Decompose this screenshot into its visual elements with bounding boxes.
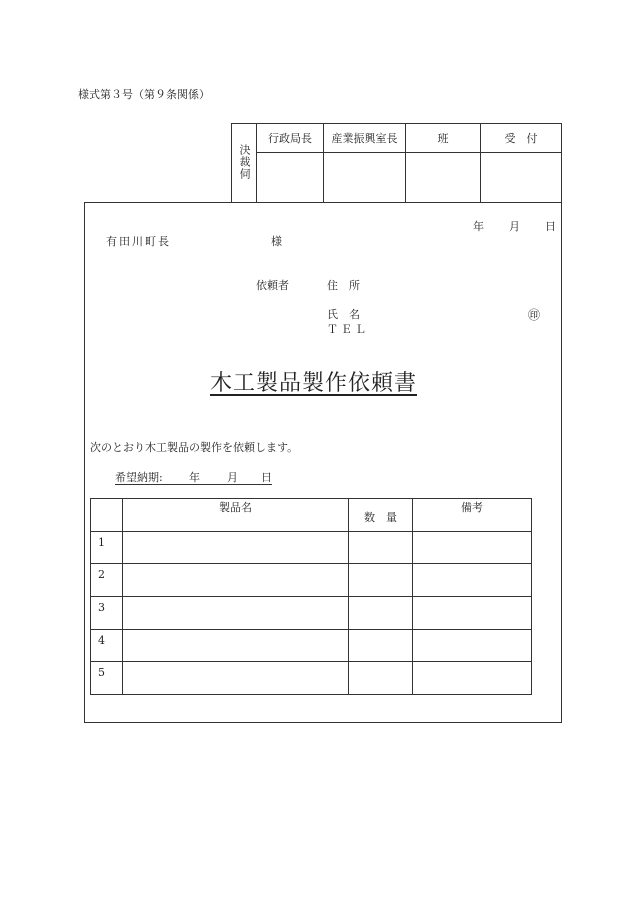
- product-name-cell[interactable]: [123, 564, 349, 597]
- items-table: [90, 498, 532, 695]
- approval-stamp-uketsuke[interactable]: [481, 153, 562, 203]
- name-label: 氏 名: [327, 308, 360, 321]
- remarks-cell[interactable]: [413, 564, 532, 597]
- row-number: 1: [91, 532, 123, 564]
- row-number: 5: [91, 662, 123, 695]
- due-date-month: 月: [227, 471, 238, 484]
- quantity-cell[interactable]: [349, 532, 413, 564]
- quantity-cell[interactable]: [349, 630, 413, 662]
- remarks-cell[interactable]: [413, 532, 532, 564]
- approval-side-label: 決裁伺: [232, 124, 257, 203]
- table-row: [91, 597, 532, 630]
- quantity-cell[interactable]: [349, 597, 413, 630]
- approval-header-gyosei: 行政局長: [257, 124, 324, 153]
- approval-table: [231, 123, 562, 203]
- table-row: [91, 532, 532, 564]
- due-date: [115, 469, 272, 485]
- row-number: 3: [91, 597, 123, 630]
- approval-header-han: 班: [406, 124, 481, 153]
- items-header-product: 製品名: [123, 499, 349, 532]
- tel-label: ＴＥＬ: [327, 323, 369, 336]
- approval-header-uketsuke: 受 付: [481, 124, 562, 153]
- row-number: 2: [91, 564, 123, 597]
- approval-stamp-han[interactable]: [406, 153, 481, 203]
- seal-mark: ㊞: [528, 308, 541, 322]
- quantity-cell[interactable]: [349, 662, 413, 695]
- approval-stamp-sangyo[interactable]: [324, 153, 406, 203]
- table-row: [91, 662, 532, 695]
- approval-stamp-gyosei[interactable]: [257, 153, 324, 203]
- product-name-cell[interactable]: [123, 532, 349, 564]
- quantity-cell[interactable]: [349, 564, 413, 597]
- due-date-day: 日: [261, 471, 272, 484]
- table-row: [91, 630, 532, 662]
- addressee: 有田川町長: [106, 235, 171, 248]
- product-name-cell[interactable]: [123, 662, 349, 695]
- product-name-cell[interactable]: [123, 597, 349, 630]
- honorific: 様: [271, 235, 282, 248]
- items-header-blank: [91, 499, 123, 532]
- date-month-label: 月: [509, 220, 520, 233]
- due-date-label: 希望納期:: [115, 471, 163, 484]
- items-header-remarks: 備考: [413, 499, 532, 532]
- product-name-cell[interactable]: [123, 630, 349, 662]
- page-title: 木工製品製作依頼書: [210, 371, 418, 396]
- remarks-cell[interactable]: [413, 597, 532, 630]
- remarks-cell[interactable]: [413, 662, 532, 695]
- row-number: 4: [91, 630, 123, 662]
- date-year-label: 年: [473, 220, 484, 233]
- address-label: 住 所: [327, 279, 360, 292]
- requester-label: 依頼者: [256, 279, 289, 292]
- form-number: 様式第３号（第９条関係）: [78, 88, 210, 101]
- due-date-year: 年: [189, 471, 200, 484]
- intro-text: 次のとおり木工製品の製作を依頼します。: [90, 441, 299, 454]
- table-row: [91, 564, 532, 597]
- date-day-label: 日: [545, 220, 556, 233]
- remarks-cell[interactable]: [413, 630, 532, 662]
- approval-header-sangyo: 産業振興室長: [324, 124, 406, 153]
- items-header-quantity: 数 量: [349, 499, 413, 532]
